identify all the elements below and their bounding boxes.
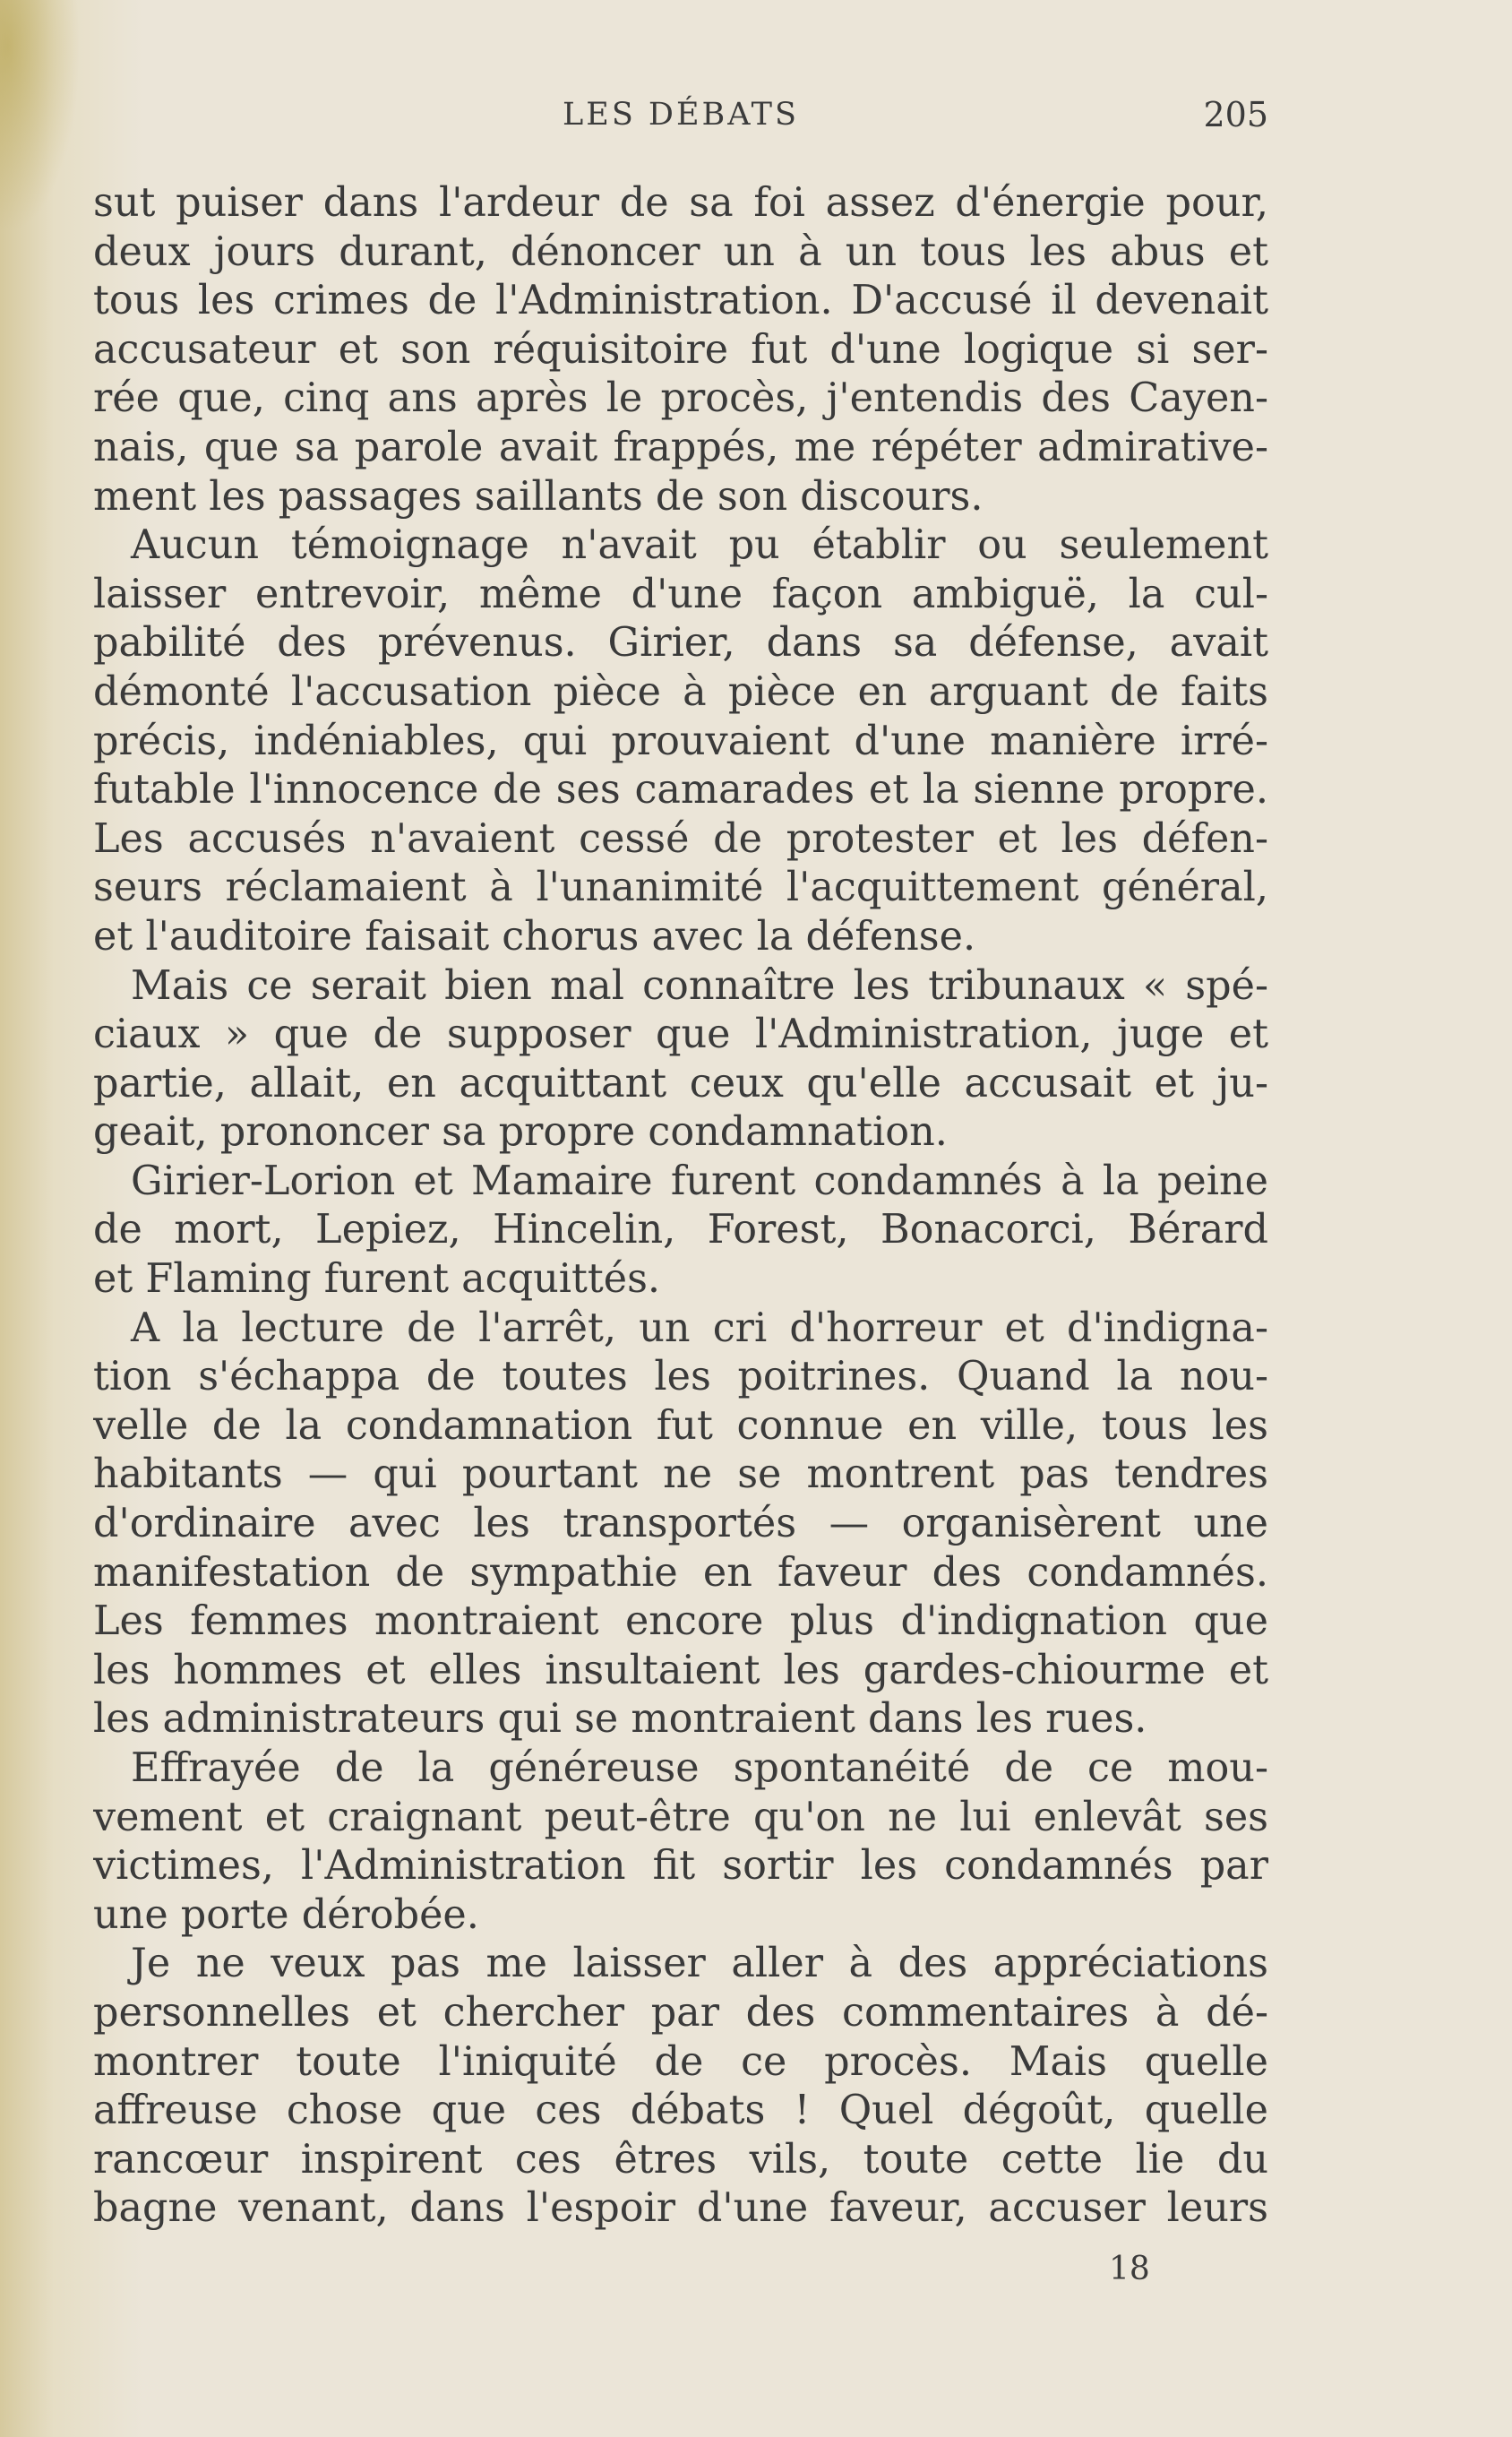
- text-line: nais, que sa parole avait frappés, me répéter admirative-: [93, 424, 1268, 470]
- text-line: bagne venant, dans l'espoir d'une faveur, accuser leurs: [93, 2185, 1268, 2232]
- signature-mark: 18: [1109, 2251, 1150, 2287]
- text-line: partie, allait, en acquittant ceux qu'elle accusait et ju-: [93, 1060, 1268, 1107]
- text-line: habitants — qui pourtant ne se montrent pas tendres: [93, 1451, 1268, 1498]
- text-line: pabilité des prévenus. Girier, dans sa défense, avait: [93, 620, 1268, 667]
- text-line: velle de la condamnation fut connue en ville, tous les: [93, 1402, 1268, 1449]
- text-line: vement et craignant peut-être qu'on ne lui enlevât ses: [93, 1794, 1268, 1840]
- text-line: geait, prononcer sa propre condamnation.: [93, 1109, 948, 1156]
- page-number: 205: [1203, 95, 1268, 134]
- text-line: affreuse chose que ces débats ! Quel dégoût, quelle: [93, 2088, 1268, 2134]
- text-line: victimes, l'Administration fit sortir les condamnés par: [93, 1843, 1268, 1890]
- body-text: [93, 179, 1268, 2234]
- text-line: précis, indéniables, qui prouvaient d'une manière irré-: [93, 718, 1268, 764]
- text-line: Girier-Lorion et Mamaire furent condamnés à la peine: [131, 1158, 1268, 1204]
- text-line: Aucun témoignage n'avait pu établir ou seulement: [131, 522, 1268, 569]
- text-line: futable l'innocence de ses camarades et la sienne propre.: [93, 767, 1268, 814]
- text-line: Je ne veux pas me laisser aller à des appréciations: [131, 1941, 1268, 1987]
- paper-stain: [0, 0, 81, 233]
- text-line: Mais ce serait bien mal connaître les tribunaux « spé-: [131, 962, 1268, 1009]
- text-line: deux jours durant, dénoncer un à un tous les abus et: [93, 228, 1268, 275]
- text-line: manifestation de sympathie en faveur des condamnés.: [93, 1549, 1268, 1596]
- text-line: une porte dérobée.: [93, 1891, 479, 1938]
- text-line: les administrateurs qui se montraient dans les rues.: [93, 1696, 1147, 1743]
- text-line: Effrayée de la généreuse spontanéité de ce mou-: [131, 1745, 1268, 1791]
- text-line: accusateur et son réquisitoire fut d'une logique si ser-: [93, 326, 1268, 373]
- text-line: et Flaming furent acquittés.: [93, 1256, 661, 1303]
- text-line: tion s'échappa de toutes les poitrines. Quand la nou-: [93, 1354, 1268, 1400]
- text-line: et l'auditoire faisait chorus avec la défense.: [93, 913, 976, 960]
- text-line: seurs réclamaient à l'unanimité l'acquittement général,: [93, 865, 1268, 911]
- text-line: A la lecture de l'arrêt, un cri d'horreur et d'indigna-: [131, 1305, 1268, 1351]
- text-line: rée que, cinq ans après le procès, j'entendis des Cayen-: [93, 375, 1268, 422]
- text-line: rancœur inspirent ces êtres vils, toute cette lie du: [93, 2136, 1268, 2183]
- text-line: d'ordinaire avec les transportés — organisèrent une: [93, 1501, 1268, 1547]
- text-line: démonté l'accusation pièce à pièce en arguant de faits: [93, 668, 1268, 715]
- text-line: les hommes et elles insultaient les gardes-chiourme et: [93, 1647, 1268, 1693]
- text-line: de mort, Lepiez, Hincelin, Forest, Bonacorci, Bérard: [93, 1207, 1268, 1253]
- text-line: sut puiser dans l'ardeur de sa foi assez d'énergie pour,: [93, 180, 1268, 226]
- text-line: montrer toute l'iniquité de ce procès. Mais quelle: [93, 2038, 1268, 2085]
- text-line: Les femmes montraient encore plus d'indignation que: [93, 1598, 1268, 1645]
- running-title: LES DÉBATS: [563, 97, 799, 133]
- text-line: tous les crimes de l'Administration. D'accusé il devenait: [93, 278, 1268, 324]
- text-line: personnelles et chercher par des commentaires à dé-: [93, 1989, 1268, 2036]
- text-line: ciaux » que de supposer que l'Administration, juge et: [93, 1012, 1268, 1058]
- text-line: laisser entrevoir, même d'une façon ambiguë, la cul-: [93, 571, 1268, 617]
- text-line: ment les passages saillants de son discours.: [93, 473, 984, 520]
- text-line: Les accusés n'avaient cessé de protester et les défen-: [93, 815, 1268, 862]
- page-header: [93, 93, 1268, 138]
